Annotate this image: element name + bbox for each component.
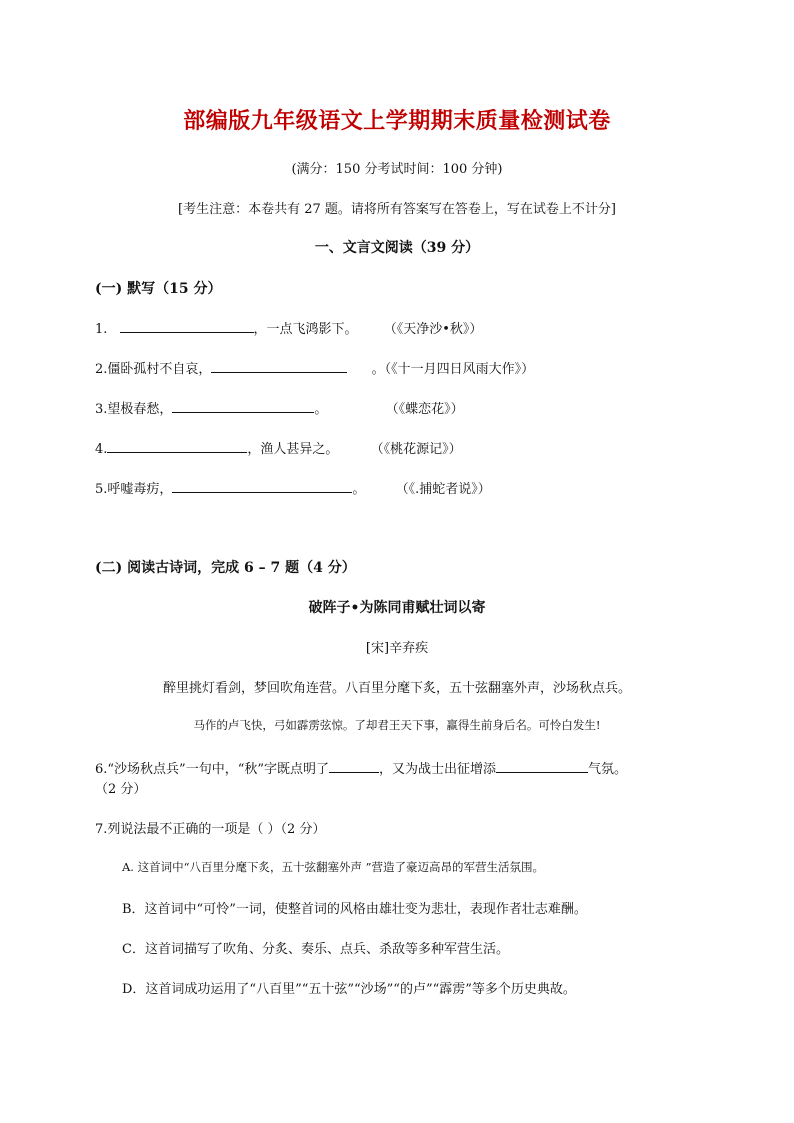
item-number: 3. [95, 402, 108, 417]
list-item [95, 318, 482, 337]
question-6-text-c: 气氛。 [588, 762, 628, 777]
item-text: 呼嘘毒疠， [107, 482, 173, 497]
item-source: （《十一月四日风雨大作》） [384, 362, 535, 377]
option-a: A. 这首词中“八百里分麾下炙，五十弦翻塞外声 ”营造了豪迈高昂的军营生活氛围。 [122, 860, 545, 874]
question-7: 7.列说法最不正确的一项是（ ）（2 分） [95, 822, 326, 837]
answer-blank[interactable] [172, 399, 314, 413]
list-item [95, 358, 534, 377]
poem-title: 破阵子•为陈同甫赋壮词以寄 [308, 600, 486, 616]
item-number: 4. [95, 442, 108, 457]
document-title: 部编版九年级语文上学期期末质量检测试卷 [183, 108, 611, 134]
answer-blank[interactable] [496, 759, 588, 773]
poem-line-1: 醉里挑灯看剑，梦回吹角连营。八百里分麾下炙，五十弦翻塞外声，沙场秋点兵。 [162, 681, 631, 696]
part1-heading: (一) 默写（15 分） [95, 281, 222, 297]
question-6-text-b: ，又为战士出征增添 [379, 762, 497, 777]
item-text-end: 。 [352, 482, 366, 497]
question-6-text-a: 6.“沙场秋点兵”一句中，“秋”字既点明了 [95, 762, 329, 777]
section-heading-classical-reading: 一、文言文阅读（39 分） [314, 240, 480, 256]
item-text: 望极春愁， [107, 402, 173, 417]
poem-line-2: 马作的卢飞快，弓如霹雳弦惊。了却君王天下事，赢得生前身后名。可怜白发生! [193, 718, 601, 732]
item-source: （《蝶恋花》） [385, 402, 464, 417]
score-time-info: (满分：150 分考试时间：100 分钟) [291, 162, 503, 177]
question-6-score: （2 分） [95, 782, 147, 797]
item-text: ，一点飞鸿影下。 [253, 322, 358, 337]
item-source: （《.捕蛇者说》） [395, 482, 491, 497]
item-text-end: 。 [314, 402, 328, 417]
item-text: 僵卧孤村不自哀， [107, 362, 212, 377]
item-text: ，渔人甚异之。 [247, 442, 339, 457]
option-b: B．这首词中“可怜”一词，使整首词的风格由雄壮变为悲壮，表现作者壮志难酬。 [122, 902, 587, 917]
exam-notice: [考生注意：本卷共有 27 题。请将所有答案写在答卷上，写在试卷上不计分] [178, 202, 616, 217]
item-number: 5. [95, 482, 108, 497]
question-6 [95, 758, 627, 777]
item-number: 2. [95, 362, 108, 377]
item-text-end: 。 [371, 362, 385, 377]
list-item [95, 478, 491, 497]
poem-author: [宋]辛弃疾 [365, 641, 429, 656]
part2-heading: (二) 阅读古诗词，完成 6 – 7 题（4 分） [95, 560, 356, 576]
answer-blank[interactable] [120, 319, 254, 333]
item-source: （《桃花源记》） [370, 442, 462, 457]
answer-blank[interactable] [211, 359, 347, 373]
answer-blank[interactable] [107, 439, 247, 453]
option-c: C．这首词描写了吹角、分炙、奏乐、点兵、杀敌等多种军营生活。 [122, 942, 509, 957]
answer-blank[interactable] [329, 759, 379, 773]
answer-blank[interactable] [172, 479, 352, 493]
list-item [95, 398, 464, 417]
item-source: （《天净沙•秋》） [383, 322, 483, 337]
list-item [95, 438, 462, 457]
option-d: D．这首词成功运用了“八百里”“五十弦”“沙场”“的卢”“霹雳”等多个历史典故。 [122, 982, 576, 997]
item-number: 1. [95, 322, 108, 337]
